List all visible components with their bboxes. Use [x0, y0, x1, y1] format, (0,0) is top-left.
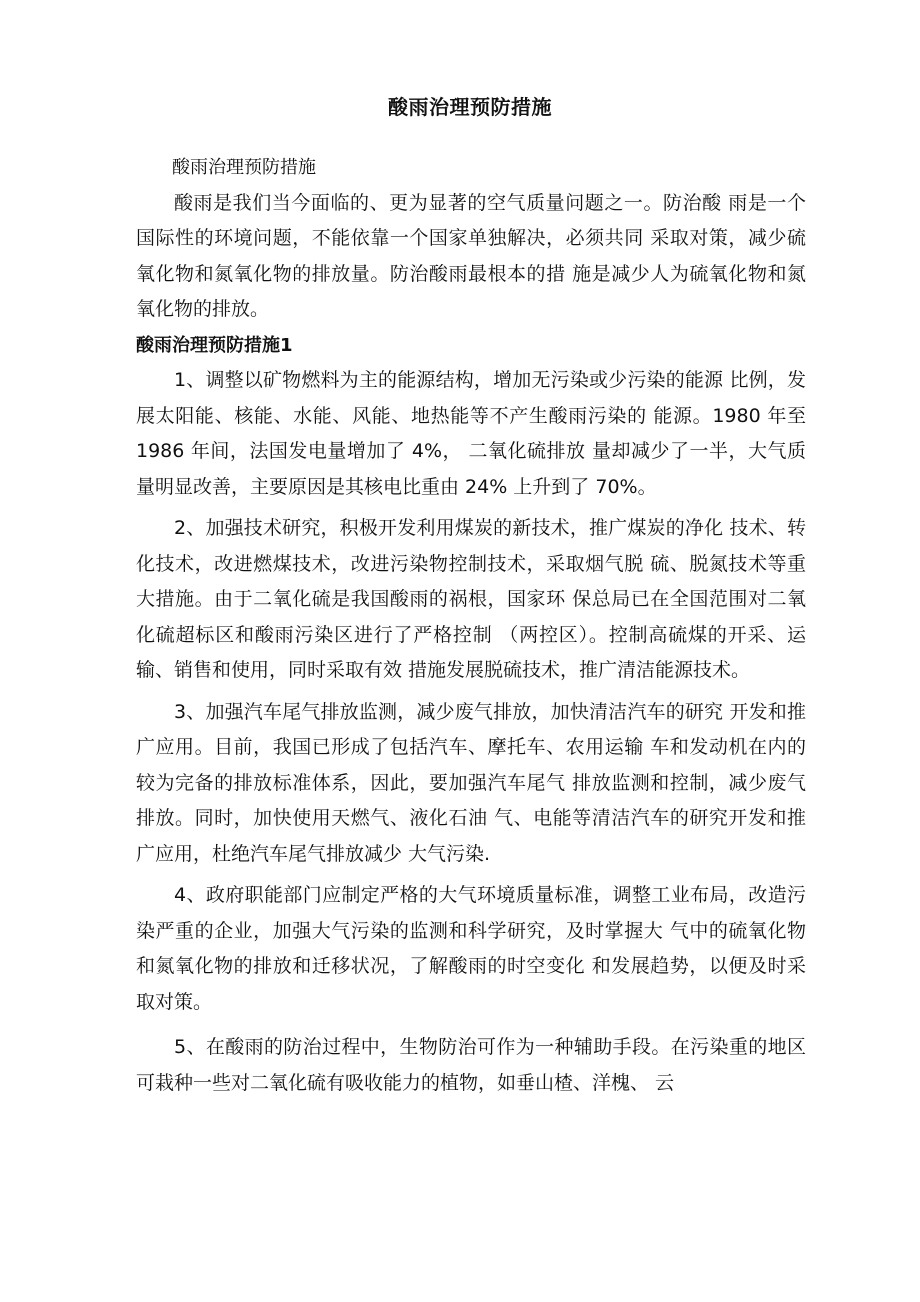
- document-body: [136, 150, 806, 1101]
- measure-paragraph-5: 5、在酸雨的防治过程中，生物防治可作为一种辅助手段。在污染重的地区可栽种一些对二氧化硫有吸收能力的植物，如垂山楂、洋槐、 云: [136, 1036, 806, 1094]
- measure-paragraph-3: 3、加强汽车尾气排放监测，减少废气排放，加快清洁汽车的研究 开发和推广应用。目前，我国已形成了包括汽车、摩托车、农用运输 车和发动机在内的较为完备的排放标准体系，因此，要加强汽车尾气 排放监测和控制，减少废气排放。同时，加快使用天燃气、液化石油 气、电能等清洁汽车的研究开发和推广应用，杜绝汽车尾气排放减少 大气污染.: [136, 700, 806, 865]
- measure-paragraph-4: 4、政府职能部门应制定严格的大气环境质量标准，调整工业布局，改造污染严重的企业，加强大气污染的监测和科学研究，及时掌握大 气中的硫氧化物和氮氧化物的排放和迁移状况，了解酸雨的时空变化 和发展趋势，以便及时采取对策。: [136, 884, 806, 1013]
- subtitle-paragraph: 酸雨治理预防措施: [172, 157, 316, 178]
- measure-paragraph-2: 2、加强技术研究，积极开发利用煤炭的新技术，推广煤炭的净化 技术、转化技术，改进燃煤技术，改进污染物控制技术，采取烟气脱 硫、脱氮技术等重大措施。由于二氧化硫是我国酸雨的祸根，国家环 保总局已在全国范围对二氧化硫超标区和酸雨污染区进行了严格控制 （两控区）。控制高硫煤的开采、运输、销售和使用，同时采取有效 措施发展脱硫技术，推广清洁能源技术。: [136, 517, 806, 681]
- intro-paragraph: 酸雨是我们当今面临的、更为显著的空气质量问题之一。防治酸 雨是一个国际性的环境问题，不能依靠一个国家单独解决，必须共同 采取对策，减少硫氧化物和氮氧化物的排放量。防治酸雨最根本的措 施是减少人为硫氧化物和氮氧化物的排放。: [136, 191, 806, 320]
- section-heading: 酸雨治理预防措施1: [136, 334, 293, 356]
- measure-paragraph-1: 1、调整以矿物燃料为主的能源结构，增加无污染或少污染的能源 比例，发展太阳能、核能、水能、风能、地热能等不产生酸雨污染的 能源。1980 年至 1986 年间，法国发电量增加了 4%， 二氧化硫排放 量却减少了一半，大气质量明显改善，主要原因是其核电比重由 24% 上升到了 70%。: [136, 369, 806, 498]
- document-title: 酸雨治理预防措施: [388, 95, 552, 119]
